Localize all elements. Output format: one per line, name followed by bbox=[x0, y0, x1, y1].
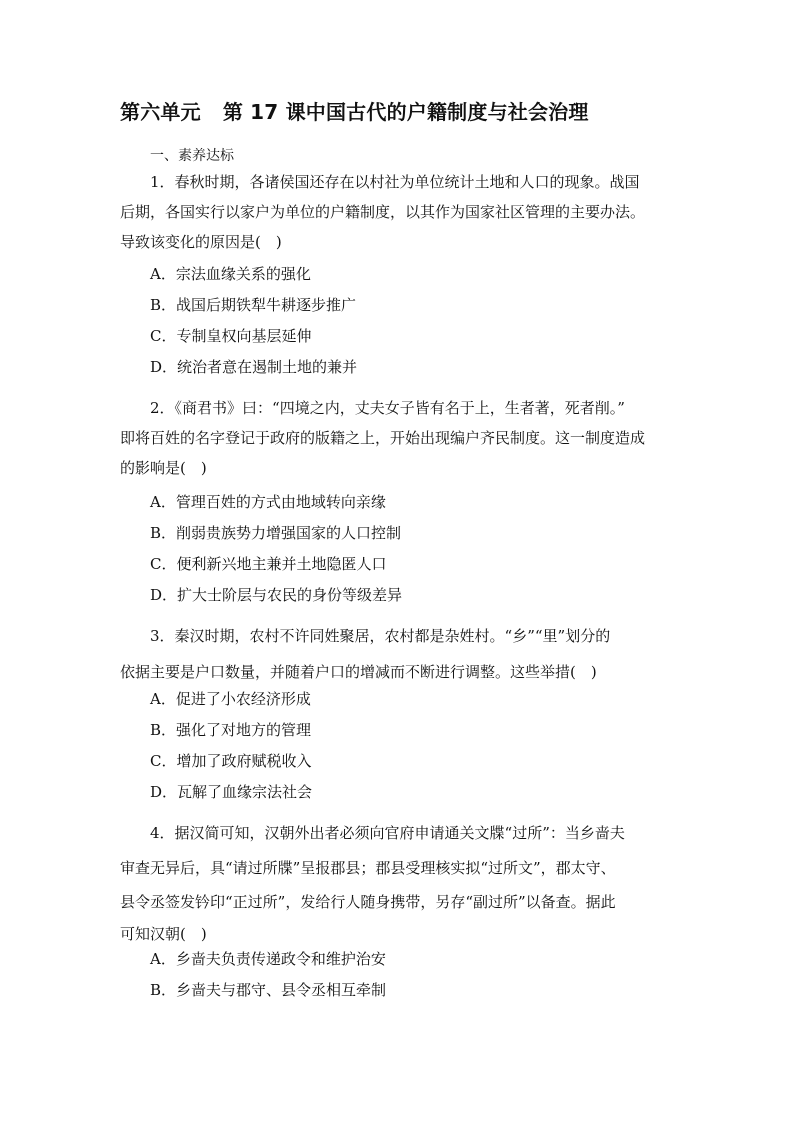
option-b: B．战国后期铁犁牛耕逐步推广 bbox=[150, 296, 357, 314]
unit-label: 第六单元 bbox=[120, 100, 201, 124]
page-title bbox=[120, 96, 589, 125]
question-2-stem bbox=[120, 393, 675, 483]
option-b: B．强化了对地方的管理 bbox=[150, 721, 312, 739]
question-line: 1．春秋时期，各诸侯国还存在以村社为单位统计土地和人口的现象。战国 bbox=[150, 173, 640, 191]
lesson-title: 第 17 课中国古代的户籍制度与社会治理 bbox=[222, 100, 589, 124]
option-c: C．增加了政府赋税收入 bbox=[150, 752, 312, 770]
question-line: 审查无异后，具“请过所牒”呈报郡县；郡县受理核实拟“过所文”，郡太守、 bbox=[120, 859, 616, 877]
option-a: A．促进了小农经济形成 bbox=[150, 690, 311, 708]
question-4-options bbox=[150, 944, 386, 1006]
option-b: B．乡啬夫与郡守、县令丞相互牵制 bbox=[150, 981, 387, 999]
option-a: A．乡啬夫负责传递政令和维护治安 bbox=[150, 950, 386, 968]
question-line: 4．据汉简可知，汉朝外出者必须向官府申请通关文牒“过所”：当乡啬夫 bbox=[150, 824, 625, 842]
question-2-options bbox=[150, 487, 402, 611]
option-a: A．管理百姓的方式由地域转向亲缘 bbox=[150, 493, 386, 511]
option-d: D．统治者意在遏制土地的兼并 bbox=[150, 358, 358, 376]
option-c: C．便利新兴地主兼并土地隐匿人口 bbox=[150, 555, 387, 573]
question-line: 的影响是( ) bbox=[120, 459, 207, 477]
option-c: C．专制皇权向基层延伸 bbox=[150, 327, 312, 345]
question-line: 即将百姓的名字登记于政府的版籍之上，开始出现编户齐民制度。这一制度造成 bbox=[120, 429, 646, 447]
question-3-options bbox=[150, 684, 312, 808]
question-3-stem bbox=[120, 618, 675, 690]
option-d: D．瓦解了血缘宗法社会 bbox=[150, 783, 313, 801]
question-line: 县令丞签发钤印“正过所”，发给行人随身携带，另存“副过所”以备查。据此 bbox=[120, 893, 616, 911]
question-line: 依据主要是户口数量，并随着户口的增减而不断进行调整。这些举措( ) bbox=[120, 663, 597, 681]
question-line: 3．秦汉时期，农村不许同姓聚居，农村都是杂姓村。“乡”“里”划分的 bbox=[150, 627, 611, 645]
section-heading: 一、素养达标 bbox=[150, 148, 234, 164]
question-line: 后期，各国实行以家户为单位的户籍制度，以其作为国家社区管理的主要办法。 bbox=[120, 203, 646, 221]
question-4-stem bbox=[120, 816, 675, 949]
question-1-stem bbox=[120, 167, 675, 257]
option-d: D．扩大士阶层与农民的身份等级差异 bbox=[150, 586, 403, 604]
question-1-options bbox=[150, 259, 357, 383]
question-line: 2．《商君书》曰：“四境之内，丈夫女子皆有名于上，生者著，死者削。” bbox=[150, 399, 625, 417]
option-a: A．宗法血缘关系的强化 bbox=[150, 265, 311, 283]
question-line: 可知汉朝( ) bbox=[120, 925, 207, 943]
question-line: 导致该变化的原因是( ) bbox=[120, 233, 282, 251]
option-b: B．削弱贵族势力增强国家的人口控制 bbox=[150, 524, 402, 542]
